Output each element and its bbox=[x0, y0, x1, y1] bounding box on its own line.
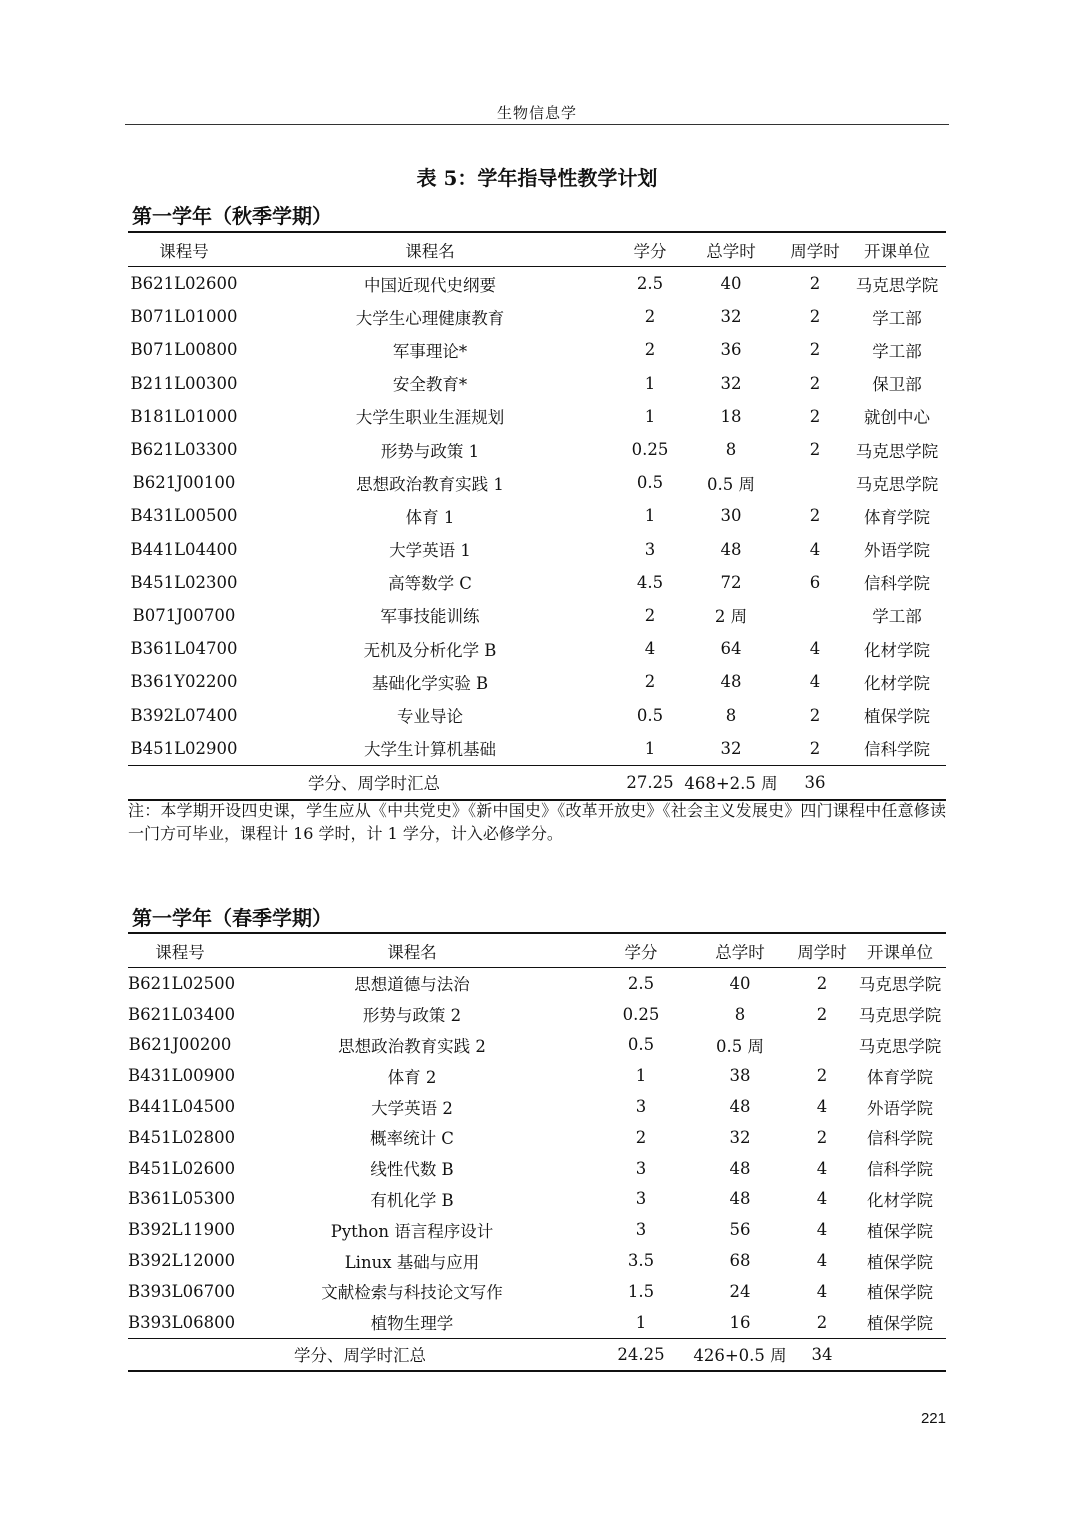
course-code-cell: B621L03300 bbox=[130, 440, 238, 460]
total-hours-cell: 48 bbox=[729, 1097, 751, 1117]
course-name-cell: 军事技能训练 bbox=[380, 607, 480, 627]
table-row bbox=[128, 1060, 946, 1091]
table-row bbox=[128, 267, 946, 301]
weekly-hours-cell bbox=[782, 599, 848, 632]
weekly-hours-cell: 2 bbox=[809, 373, 821, 393]
table-row bbox=[128, 400, 946, 433]
credits-cell: 2 bbox=[644, 340, 656, 360]
course-code-cell: B361L04700 bbox=[130, 639, 238, 659]
course-code-cell: B392L07400 bbox=[130, 705, 238, 725]
weekly-hours-cell bbox=[782, 466, 848, 499]
col-header-name: 课程名 bbox=[387, 942, 437, 962]
course-name-cell: 体育 2 bbox=[387, 1067, 437, 1087]
table-row bbox=[128, 533, 946, 566]
col-header-credits: 学分 bbox=[633, 241, 667, 261]
credits-cell: 3 bbox=[635, 1189, 647, 1209]
weekly-hours-cell: 2 bbox=[809, 340, 821, 360]
col-header-weekly-hours: 周学时 bbox=[790, 241, 840, 261]
course-code-cell: B431L00900 bbox=[128, 1066, 236, 1086]
spring-course-table bbox=[128, 932, 946, 1372]
course-name-cell: Python 语言程序设计 bbox=[330, 1221, 494, 1241]
weekly-hours-cell: 4 bbox=[816, 1251, 828, 1271]
autumn-section-title: 第一学年（秋季学期） bbox=[132, 204, 332, 228]
total-hours-cell: 68 bbox=[729, 1251, 751, 1271]
table-row bbox=[128, 367, 946, 400]
table-row bbox=[128, 665, 946, 698]
department-cell: 就创中心 bbox=[864, 408, 930, 428]
course-name-cell: 大学英语 2 bbox=[371, 1098, 453, 1118]
total-hours-cell: 32 bbox=[720, 738, 742, 758]
credits-cell: 1 bbox=[644, 373, 656, 393]
weekly-hours-cell: 2 bbox=[816, 1004, 828, 1024]
course-name-cell: 中国近现代史纲要 bbox=[364, 275, 496, 295]
department-cell: 信科学院 bbox=[867, 1160, 933, 1180]
table-row bbox=[128, 1184, 946, 1215]
weekly-hours-cell: 4 bbox=[809, 539, 821, 559]
table-row bbox=[128, 1030, 946, 1061]
course-name-cell: 无机及分析化学 B bbox=[363, 640, 497, 660]
department-cell: 化材学院 bbox=[864, 640, 930, 660]
course-code-cell: B621J00100 bbox=[132, 473, 236, 493]
table-row bbox=[128, 632, 946, 665]
table-row bbox=[128, 333, 946, 366]
course-name-cell: 植物生理学 bbox=[370, 1314, 454, 1334]
weekly-hours-cell bbox=[790, 1030, 854, 1061]
weekly-hours-cell: 2 bbox=[809, 738, 821, 758]
course-code-cell: B621L02600 bbox=[130, 274, 238, 294]
course-code-cell: B361L05300 bbox=[128, 1189, 236, 1209]
department-cell: 信科学院 bbox=[864, 740, 930, 760]
table-row bbox=[128, 466, 946, 499]
spring-section-title: 第一学年（春季学期） bbox=[132, 906, 332, 930]
course-code-cell: B621J00200 bbox=[128, 1035, 232, 1055]
department-cell: 外语学院 bbox=[867, 1098, 933, 1118]
course-code-cell: B181L01000 bbox=[130, 406, 238, 426]
course-name-cell: 概率统计 C bbox=[370, 1129, 454, 1149]
course-name-cell: 线性代数 B bbox=[370, 1160, 454, 1180]
summary-label: 学分、周学时汇总 bbox=[294, 1346, 426, 1366]
table-row bbox=[128, 1214, 946, 1245]
credits-cell: 1 bbox=[644, 738, 656, 758]
credits-cell: 0.25 bbox=[622, 1004, 660, 1024]
weekly-hours-cell: 2 bbox=[809, 274, 821, 294]
credits-cell: 4.5 bbox=[636, 572, 664, 592]
table-row bbox=[128, 732, 946, 766]
course-name-cell: 大学生计算机基础 bbox=[364, 740, 496, 760]
total-hours-cell: 36 bbox=[720, 340, 742, 360]
table-header-row bbox=[128, 232, 946, 267]
header-divider bbox=[125, 124, 949, 125]
total-hours-cell: 16 bbox=[729, 1312, 751, 1332]
credits-cell: 0.5 bbox=[636, 705, 664, 725]
course-name-cell: 体育 1 bbox=[405, 507, 455, 527]
weekly-hours-cell: 2 bbox=[816, 1066, 828, 1086]
department-cell: 马克思学院 bbox=[858, 1036, 942, 1056]
course-name-cell: 文献检索与科技论文写作 bbox=[321, 1283, 503, 1303]
total-hours-cell: 48 bbox=[729, 1158, 751, 1178]
summary-total-hours: 426+0.5 周 bbox=[693, 1346, 787, 1366]
weekly-hours-cell: 2 bbox=[809, 406, 821, 426]
total-hours-cell: 30 bbox=[720, 506, 742, 526]
col-header-department: 开课单位 bbox=[864, 241, 930, 261]
total-hours-cell: 32 bbox=[720, 307, 742, 327]
department-cell: 植保学院 bbox=[867, 1252, 933, 1272]
credits-cell: 3.5 bbox=[627, 1251, 655, 1271]
table-header-row bbox=[128, 933, 946, 968]
department-cell: 化材学院 bbox=[867, 1190, 933, 1210]
department-cell: 马克思学院 bbox=[855, 441, 939, 461]
department-cell: 学工部 bbox=[872, 607, 922, 627]
summary-credits: 24.25 bbox=[617, 1344, 665, 1364]
course-code-cell: B451L02600 bbox=[128, 1158, 236, 1178]
credits-cell: 1.5 bbox=[627, 1281, 655, 1301]
course-code-cell: B393L06800 bbox=[128, 1312, 236, 1332]
col-header-weekly-hours: 周学时 bbox=[797, 942, 847, 962]
department-cell: 植保学院 bbox=[867, 1283, 933, 1303]
course-code-cell: B431L00500 bbox=[130, 506, 238, 526]
col-header-total-hours: 总学时 bbox=[715, 942, 765, 962]
table-row bbox=[128, 433, 946, 466]
department-cell: 马克思学院 bbox=[858, 1006, 942, 1026]
table-row bbox=[128, 566, 946, 599]
total-hours-cell: 2 周 bbox=[714, 607, 748, 627]
course-name-cell: 思想道德与法治 bbox=[354, 975, 470, 995]
summary-label: 学分、周学时汇总 bbox=[308, 774, 440, 794]
department-cell: 学工部 bbox=[872, 308, 922, 328]
course-name-cell: 形势与政策 1 bbox=[380, 441, 480, 461]
course-name-cell: 专业导论 bbox=[397, 707, 463, 727]
department-cell: 植保学院 bbox=[864, 707, 930, 727]
credits-cell: 2 bbox=[644, 672, 656, 692]
credits-cell: 4 bbox=[644, 639, 656, 659]
autumn-course-table bbox=[128, 231, 946, 801]
credits-cell: 2 bbox=[635, 1127, 647, 1147]
course-code-cell: B071L00800 bbox=[130, 340, 238, 360]
total-hours-cell: 18 bbox=[720, 406, 742, 426]
credits-cell: 0.25 bbox=[631, 440, 669, 460]
total-hours-cell: 32 bbox=[720, 373, 742, 393]
weekly-hours-cell: 2 bbox=[809, 705, 821, 725]
weekly-hours-cell: 6 bbox=[809, 572, 821, 592]
weekly-hours-cell: 2 bbox=[809, 440, 821, 460]
running-header: 生物信息学 bbox=[496, 104, 577, 122]
table-row bbox=[128, 1122, 946, 1153]
department-cell: 马克思学院 bbox=[858, 975, 942, 995]
department-cell: 马克思学院 bbox=[855, 275, 939, 295]
total-hours-cell: 40 bbox=[720, 274, 742, 294]
course-code-cell: B451L02300 bbox=[130, 572, 238, 592]
table-row bbox=[128, 499, 946, 532]
table-row bbox=[128, 300, 946, 333]
credits-cell: 1 bbox=[644, 406, 656, 426]
weekly-hours-cell: 4 bbox=[816, 1189, 828, 1209]
weekly-hours-cell: 4 bbox=[816, 1097, 828, 1117]
credits-cell: 2.5 bbox=[636, 274, 664, 294]
credits-cell: 0.5 bbox=[636, 473, 664, 493]
credits-cell: 2 bbox=[644, 307, 656, 327]
summary-weekly-hours: 36 bbox=[804, 772, 826, 792]
table-row bbox=[128, 968, 946, 999]
total-hours-cell: 64 bbox=[720, 639, 742, 659]
department-cell: 植保学院 bbox=[867, 1221, 933, 1241]
credits-cell: 1 bbox=[635, 1066, 647, 1086]
total-hours-cell: 24 bbox=[729, 1281, 751, 1301]
total-hours-cell: 38 bbox=[729, 1066, 751, 1086]
weekly-hours-cell: 2 bbox=[816, 1312, 828, 1332]
course-name-cell: 思想政治教育实践 2 bbox=[338, 1036, 486, 1056]
course-code-cell: B621L02500 bbox=[128, 973, 236, 993]
col-header-code: 课程号 bbox=[155, 942, 205, 962]
course-name-cell: 形势与政策 2 bbox=[362, 1006, 462, 1026]
department-cell: 学工部 bbox=[872, 341, 922, 361]
weekly-hours-cell: 4 bbox=[816, 1281, 828, 1301]
credits-cell: 3 bbox=[644, 539, 656, 559]
credits-cell: 1 bbox=[644, 506, 656, 526]
credits-cell: 3 bbox=[635, 1158, 647, 1178]
weekly-hours-cell: 2 bbox=[816, 973, 828, 993]
total-hours-cell: 0.5 周 bbox=[716, 1036, 764, 1056]
course-name-cell: 有机化学 B bbox=[370, 1190, 454, 1210]
total-hours-cell: 48 bbox=[729, 1189, 751, 1209]
department-cell: 体育学院 bbox=[864, 507, 930, 527]
course-code-cell: B451L02900 bbox=[130, 738, 238, 758]
course-code-cell: B451L02800 bbox=[128, 1127, 236, 1147]
table-title: 表 5：学年指导性教学计划 bbox=[416, 166, 658, 190]
course-name-cell: Linux 基础与应用 bbox=[344, 1252, 480, 1272]
department-cell: 外语学院 bbox=[864, 541, 930, 561]
total-hours-cell: 56 bbox=[729, 1220, 751, 1240]
weekly-hours-cell: 2 bbox=[816, 1127, 828, 1147]
col-header-credits: 学分 bbox=[624, 942, 658, 962]
summary-credits: 27.25 bbox=[626, 772, 674, 792]
course-name-cell: 军事理论* bbox=[392, 341, 468, 361]
total-hours-cell: 32 bbox=[729, 1127, 751, 1147]
total-hours-cell: 48 bbox=[720, 539, 742, 559]
total-hours-cell: 8 bbox=[734, 1004, 746, 1024]
department-cell: 化材学院 bbox=[864, 673, 930, 693]
col-header-code: 课程号 bbox=[159, 241, 209, 261]
credits-cell: 2 bbox=[644, 605, 656, 625]
course-name-cell: 大学生职业生涯规划 bbox=[355, 408, 505, 428]
course-code-cell: B441L04500 bbox=[128, 1097, 236, 1117]
course-code-cell: B071L01000 bbox=[130, 307, 238, 327]
course-code-cell: B621L03400 bbox=[128, 1004, 236, 1024]
course-name-cell: 高等数学 C bbox=[388, 574, 472, 594]
course-code-cell: B071J00700 bbox=[132, 605, 236, 625]
table-row bbox=[128, 1091, 946, 1122]
credits-cell: 2.5 bbox=[627, 973, 655, 993]
department-cell: 保卫部 bbox=[872, 375, 922, 395]
total-hours-cell: 40 bbox=[729, 973, 751, 993]
summary-total-hours: 468+2.5 周 bbox=[684, 774, 778, 794]
page-number: 221 bbox=[920, 1410, 946, 1427]
department-cell: 植保学院 bbox=[867, 1314, 933, 1334]
total-hours-cell: 48 bbox=[720, 672, 742, 692]
table-row bbox=[128, 1276, 946, 1307]
course-code-cell: B361Y02200 bbox=[130, 672, 238, 692]
weekly-hours-cell: 4 bbox=[816, 1220, 828, 1240]
summary-blank bbox=[854, 1338, 946, 1371]
col-header-total-hours: 总学时 bbox=[706, 241, 756, 261]
table-row bbox=[128, 1153, 946, 1184]
course-code-cell: B441L04400 bbox=[130, 539, 238, 559]
table-row bbox=[128, 999, 946, 1030]
total-hours-cell: 8 bbox=[725, 440, 737, 460]
table-row bbox=[128, 1245, 946, 1276]
weekly-hours-cell: 4 bbox=[809, 639, 821, 659]
col-header-department: 开课单位 bbox=[867, 942, 933, 962]
department-cell: 信科学院 bbox=[867, 1129, 933, 1149]
total-hours-cell: 72 bbox=[720, 572, 742, 592]
summary-blank bbox=[848, 765, 946, 800]
weekly-hours-cell: 2 bbox=[809, 307, 821, 327]
credits-cell: 0.5 bbox=[627, 1035, 655, 1055]
department-cell: 信科学院 bbox=[864, 574, 930, 594]
department-cell: 马克思学院 bbox=[855, 474, 939, 494]
course-name-cell: 大学生心理健康教育 bbox=[355, 308, 505, 328]
weekly-hours-cell: 4 bbox=[809, 672, 821, 692]
credits-cell: 3 bbox=[635, 1220, 647, 1240]
total-hours-cell: 0.5 周 bbox=[707, 474, 755, 494]
course-name-cell: 思想政治教育实践 1 bbox=[356, 474, 504, 494]
course-code-cell: B392L11900 bbox=[128, 1220, 236, 1240]
course-name-cell: 大学英语 1 bbox=[389, 541, 471, 561]
course-name-cell: 安全教育* bbox=[392, 375, 468, 395]
course-code-cell: B393L06700 bbox=[128, 1281, 236, 1301]
course-code-cell: B392L12000 bbox=[128, 1251, 236, 1271]
summary-weekly-hours: 34 bbox=[811, 1344, 833, 1364]
table-row bbox=[128, 698, 946, 731]
credits-cell: 1 bbox=[635, 1312, 647, 1332]
summary-row bbox=[128, 1338, 946, 1371]
table-row bbox=[128, 1307, 946, 1338]
weekly-hours-cell: 2 bbox=[809, 506, 821, 526]
total-hours-cell: 8 bbox=[725, 705, 737, 725]
weekly-hours-cell: 4 bbox=[816, 1158, 828, 1178]
table-row bbox=[128, 599, 946, 632]
autumn-note: 注：本学期开设四史课，学生应从《中共党史》《新中国史》《改革开放史》《社会主义发展史》四门课程中任意修读一门方可毕业，课程计 16 学时，计 1 学分，计入必修学分。 bbox=[128, 801, 946, 843]
credits-cell: 3 bbox=[635, 1097, 647, 1117]
department-cell: 体育学院 bbox=[867, 1067, 933, 1087]
summary-row bbox=[128, 765, 946, 800]
course-name-cell: 基础化学实验 B bbox=[371, 673, 489, 693]
course-code-cell: B211L00300 bbox=[130, 373, 238, 393]
col-header-name: 课程名 bbox=[405, 241, 455, 261]
